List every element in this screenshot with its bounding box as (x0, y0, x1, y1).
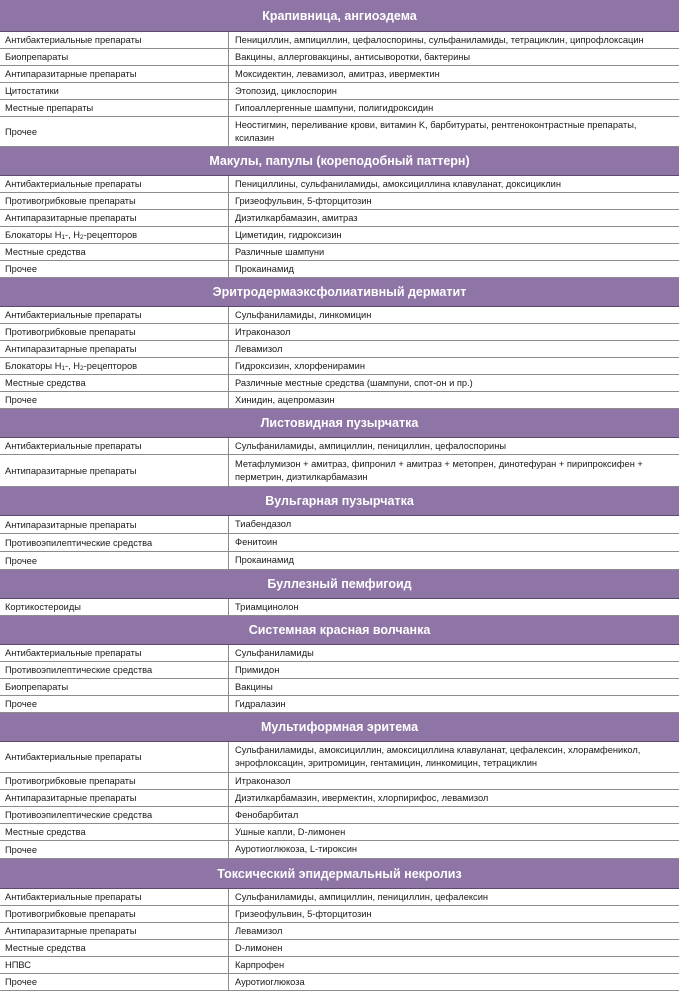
drug-category-cell: Противогрибковые препараты (0, 906, 229, 922)
drug-list-text: Гипоаллергенные шампуни, полигидроксидин (235, 102, 434, 113)
table-row (0, 807, 679, 824)
table-row (0, 534, 679, 552)
subscript: 1 (61, 364, 66, 372)
drug-list-text: Гризеофульвин, 5-фторцитозин (235, 195, 372, 206)
drug-list-text: Различные шампуни (235, 246, 325, 257)
section-header (0, 147, 679, 176)
section-title: Токсический эпидермальный некролиз (217, 866, 462, 881)
drug-list-cell (229, 841, 679, 858)
drug-category-cell: Противоэпилептические средства (0, 807, 229, 823)
drug-category-cell: Антибактериальные препараты (0, 645, 229, 661)
table-row (0, 906, 679, 923)
drug-category-cell: Биопрепараты (0, 679, 229, 695)
drug-category-cell: Прочее (0, 261, 229, 277)
table-row (0, 516, 679, 534)
drug-list-text: Ауротиоглюкоза, L-тироксин (235, 844, 358, 854)
drug-category-cell: Противоэпилептические средства (0, 662, 229, 678)
table-row (0, 841, 679, 859)
drug-list-text: Неостигмин, переливание крови, витамин K, барбитураты, рентгеноконтрастные препараты, ксилазин (235, 119, 637, 143)
table-row (0, 66, 679, 83)
drug-list-text: Хинидин, ацепромазин (235, 394, 335, 405)
section-header (0, 0, 679, 32)
drug-list-cell (229, 49, 679, 65)
drug-list-cell (229, 742, 679, 772)
table-row (0, 889, 679, 906)
drug-list-cell (229, 923, 679, 939)
subscript: 1 (61, 233, 66, 241)
drug-category-cell: Противогрибковые препараты (0, 324, 229, 340)
drug-category-cell: Местные средства (0, 940, 229, 956)
table-row (0, 210, 679, 227)
section-header (0, 859, 679, 889)
subscript: 2 (80, 364, 84, 372)
drug-list-text: Гидралазин (235, 698, 286, 709)
drug-list-cell (229, 438, 679, 454)
drug-category-cell: Антипаразитарные препараты (0, 210, 229, 226)
drug-list-cell (229, 193, 679, 209)
drug-list-text: Пенициллин, ампициллин, цефалоспорины, сульфаниламиды, тетрациклин, ципрофлоксацин (235, 34, 644, 45)
table-row (0, 307, 679, 324)
drug-list-text: Этопозид, циклоспорин (235, 85, 337, 96)
drug-list-text: D-лимонен (235, 942, 283, 953)
drug-list-text: Диэтилкарбамазин, амитраз (235, 212, 358, 223)
drug-list-cell (229, 117, 679, 146)
section-title: Вульгарная пузырчатка (265, 494, 414, 508)
drug-list-text: Гидроксизин, хлорфенирамин (235, 360, 365, 371)
drug-list-text: Диэтилкарбамазин, ивермектин, хлорпирифос, левамизол (235, 792, 489, 803)
drug-list-text: Триамцинолон (235, 601, 299, 612)
drug-category-cell: Антипаразитарные препараты (0, 923, 229, 939)
drug-category-cell: Блокаторы H 1 -, H 2 -рецепторов (0, 358, 229, 374)
drug-category-cell: Прочее (0, 392, 229, 408)
table-row (0, 358, 679, 375)
drug-list-text: Прокаинамид (235, 263, 294, 274)
table-row (0, 32, 679, 49)
drug-list-text: Карпрофен (235, 959, 285, 970)
drug-list-text: Ауротиоглюкоза (235, 976, 305, 987)
drug-list-text: Пенициллины, сульфаниламиды, амоксициллина клавуланат, доксициклин (235, 178, 561, 189)
drug-list-cell (229, 807, 679, 823)
section-title: Буллезный пемфигоид (267, 577, 412, 591)
drug-list-text: Циметидин, гидроксизин (235, 229, 342, 240)
drug-category-cell: НПВС (0, 957, 229, 973)
drug-category-cell: Антипаразитарные препараты (0, 66, 229, 82)
drug-list-cell (229, 790, 679, 806)
drug-category-cell: Антипаразитарные препараты (0, 790, 229, 806)
drug-list-text: Тиабендазол (235, 519, 292, 529)
drug-list-cell (229, 341, 679, 357)
drug-list-cell (229, 940, 679, 956)
drug-list-text: Примидон (235, 664, 280, 675)
table-row (0, 599, 679, 616)
drug-list-text: Моксидектин, левамизол, амитраз, ивермектин (235, 68, 440, 79)
table-row (0, 375, 679, 392)
section-header (0, 616, 679, 645)
table-row (0, 100, 679, 117)
drug-list-cell (229, 227, 679, 243)
drug-list-cell (229, 662, 679, 678)
drug-list-text: Фенобарбитал (235, 809, 299, 820)
drug-list-cell (229, 599, 679, 615)
drug-list-cell (229, 679, 679, 695)
drug-category-cell: Антипаразитарные препараты (0, 516, 229, 533)
section-title: Системная красная волчанка (248, 623, 431, 637)
drug-list-text: Сульфаниламиды, ампициллин, пенициллин, цефалексин (235, 891, 489, 902)
drug-list-cell (229, 534, 679, 551)
table-row (0, 176, 679, 193)
table-row (0, 341, 679, 358)
drug-list-cell (229, 307, 679, 323)
drug-category-cell: Местные препараты (0, 100, 229, 116)
drug-category-cell: Антипаразитарные препараты (0, 455, 229, 486)
drug-list-cell (229, 210, 679, 226)
drug-category-cell: Противогрибковые препараты (0, 193, 229, 209)
drug-list-cell (229, 358, 679, 374)
drug-list-text: Вакцины (235, 681, 273, 692)
drug-list-cell (229, 773, 679, 789)
table-row (0, 923, 679, 940)
section-title: Макулы, папулы (кореподобный паттерн) (209, 154, 470, 168)
drug-category-cell: Прочее (0, 552, 229, 569)
drug-category-cell: Местные средства (0, 244, 229, 260)
table-row (0, 679, 679, 696)
drug-category-cell: Местные средства (0, 375, 229, 391)
table-row (0, 193, 679, 210)
drug-list-cell (229, 889, 679, 905)
drug-category-cell: Местные средства (0, 824, 229, 840)
section-header (0, 409, 679, 438)
drug-category-cell: Прочее (0, 117, 229, 146)
drug-category-cell: Кортикостероиды (0, 599, 229, 615)
drug-list-text: Сульфаниламиды (235, 647, 314, 658)
table-row (0, 957, 679, 974)
section-title: Эритродермаэксфолиативный дерматит (212, 285, 467, 299)
section-header (0, 278, 679, 307)
drug-list-text: Гризеофульвин, 5-фторцитозин (235, 908, 372, 919)
table-row (0, 662, 679, 679)
drug-list-cell (229, 83, 679, 99)
drug-category-cell: Блокаторы H 1 -, H 2 -рецепторов (0, 227, 229, 243)
drug-list-cell (229, 455, 679, 486)
table-row (0, 49, 679, 66)
drug-list-cell (229, 824, 679, 840)
drug-list-cell (229, 176, 679, 192)
drug-list-cell (229, 645, 679, 661)
subscript: 2 (80, 233, 84, 241)
drug-list-text: Метафлумизон + амитраз, фипронил + амитраз + метопрен, динотефуран + пирипроксифен + перметрин, диэтилкарбамазин (235, 458, 643, 482)
section-header (0, 487, 679, 516)
table-row (0, 790, 679, 807)
section-header (0, 713, 679, 742)
table-row (0, 742, 679, 773)
table-row (0, 324, 679, 341)
table-row (0, 773, 679, 790)
drug-category-cell: Прочее (0, 841, 229, 858)
drug-list-text: Ушные капли, D-лимонен (235, 826, 346, 837)
table-row (0, 455, 679, 487)
drug-category-cell: Противоэпилептические средства (0, 534, 229, 551)
drug-list-cell (229, 552, 679, 569)
drug-list-cell (229, 392, 679, 408)
drug-list-text: Итраконазол (235, 775, 291, 786)
drug-category-cell: Антибактериальные препараты (0, 438, 229, 454)
drug-category-cell: Антипаразитарные препараты (0, 341, 229, 357)
drug-list-cell (229, 244, 679, 260)
section-title: Мультиформная эритема (260, 720, 419, 734)
section-title: Крапивница, ангиоэдема (262, 8, 417, 23)
drug-list-text: Сульфаниламиды, амоксициллин, амоксициллина клавуланат, цефалексин, хлорамфеникол, энрофлоксацин, эритромицин, гентамицин, линкомицин, тетрациклин (235, 745, 641, 768)
drug-category-cell: Прочее (0, 696, 229, 712)
drug-list-cell (229, 906, 679, 922)
drug-category-cell: Прочее (0, 974, 229, 990)
drug-list-cell (229, 261, 679, 277)
drug-list-cell (229, 974, 679, 990)
drug-category-cell: Цитостатики (0, 83, 229, 99)
drug-list-text: Прокаинамид (235, 555, 294, 565)
drug-category-cell: Антибактериальные препараты (0, 889, 229, 905)
drug-category-cell: Антибактериальные препараты (0, 32, 229, 48)
table-row (0, 261, 679, 278)
drug-list-cell (229, 957, 679, 973)
table-row (0, 940, 679, 957)
drug-category-cell: Антибактериальные препараты (0, 742, 229, 772)
table-row (0, 83, 679, 100)
drug-list-cell (229, 66, 679, 82)
table-row (0, 392, 679, 409)
drug-list-text: Фенитоин (235, 537, 278, 547)
section-header (0, 570, 679, 599)
drug-category-cell: Противогрибковые препараты (0, 773, 229, 789)
drug-list-text: Различные местные средства (шампуни, спот-он и пр.) (235, 377, 473, 388)
drug-list-text: Левамизол (235, 343, 283, 354)
drug-list-cell (229, 696, 679, 712)
table-row (0, 552, 679, 570)
drug-list-cell (229, 100, 679, 116)
drug-category-cell: Антибактериальные препараты (0, 176, 229, 192)
table-row (0, 227, 679, 244)
drug-list-text: Сульфаниламиды, линкомицин (235, 309, 372, 320)
drug-list-cell (229, 324, 679, 340)
table-row (0, 974, 679, 991)
drug-list-cell (229, 32, 679, 48)
drug-list-cell (229, 516, 679, 533)
drug-category-cell: Антибактериальные препараты (0, 307, 229, 323)
drug-list-text: Левамизол (235, 925, 283, 936)
table-row (0, 645, 679, 662)
drug-category-cell: Биопрепараты (0, 49, 229, 65)
drug-list-text: Итраконазол (235, 326, 291, 337)
drug-list-text: Сульфаниламиды, ампициллин, пенициллин, цефалоспорины (235, 440, 507, 451)
drug-list-cell (229, 375, 679, 391)
table-row (0, 244, 679, 261)
drug-list-text: Вакцины, аллерговакцины, антисыворотки, бактерины (235, 51, 471, 62)
table-row (0, 438, 679, 455)
table-row (0, 824, 679, 841)
section-title: Листовидная пузырчатка (260, 416, 419, 430)
table-row (0, 117, 679, 147)
table-row (0, 696, 679, 713)
